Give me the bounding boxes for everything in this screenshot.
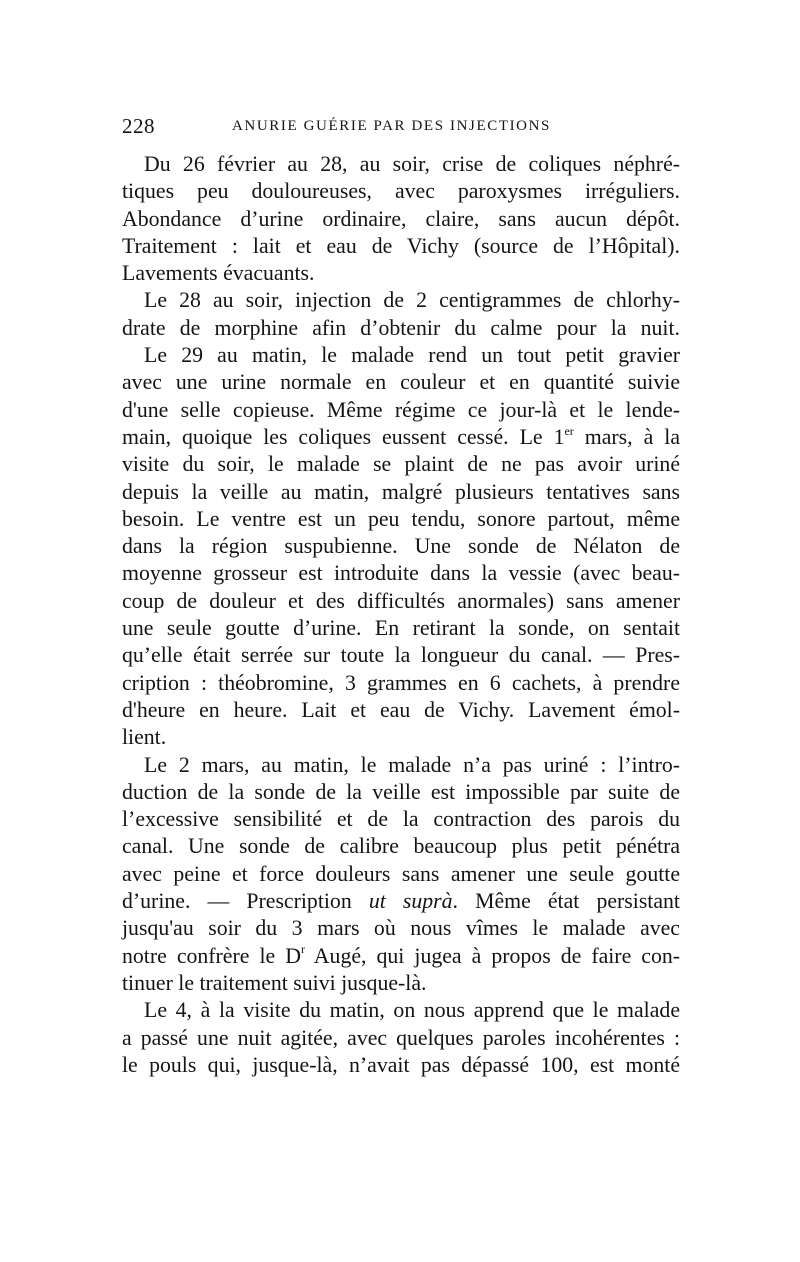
text-line: depuis la veille au matin, malgré plusieurs tentatives sans: [122, 479, 680, 504]
text-line: Lavements évacuants.: [122, 261, 315, 286]
paragraph: [122, 151, 680, 287]
superscript: r: [300, 942, 305, 957]
text-line: visite du soir, le malade se plaint de ne pas avoir uriné: [122, 452, 680, 477]
text-line: a passé une nuit agitée, avec quelques paroles incohérentes :: [122, 1025, 680, 1050]
text-line: moyenne grosseur est introduite dans la vessie (avec beau-: [122, 561, 680, 586]
text-line: drate de morphine afin d’obtenir du calme pour la nuit.: [122, 315, 680, 340]
superscript: er: [564, 423, 574, 438]
text-line: Le 29 au matin, le malade rend un tout petit gravier: [144, 343, 680, 368]
page-header: [122, 114, 682, 144]
text-line: avec peine et force douleurs sans amener une seule goutte: [122, 861, 680, 886]
text-line: une seule goutte d’urine. En retirant la sonde, on sentait: [122, 616, 680, 641]
paragraph: [122, 342, 680, 751]
italic-phrase: ut suprà: [368, 889, 453, 914]
text-line: Abondance d’urine ordinaire, claire, sans aucun dépôt.: [122, 206, 680, 231]
text-line: d'une selle copieuse. Même régime ce jour-là et le lende-: [122, 397, 680, 422]
body-text: [122, 151, 680, 1079]
text-line: Traitement : lait et eau de Vichy (source de l’Hôpital).: [122, 233, 680, 258]
text-line: coup de douleur et des difficultés anormales) sans amener: [122, 588, 680, 613]
running-title: ANURIE GUÉRIE PAR DES INJECTIONS: [232, 118, 551, 134]
text-line: [122, 424, 680, 451]
text-run: mars, à la: [573, 424, 680, 449]
text-line: lient.: [122, 725, 167, 750]
paragraph: [122, 287, 680, 342]
paragraph: [122, 752, 680, 998]
text-line: Le 2 mars, au matin, le malade n’a pas uriné : l’intro-: [144, 752, 680, 777]
text-line: dans la région suspubienne. Une sonde de Nélaton de: [122, 534, 680, 559]
text-line: duction de la sonde de la veille est impossible par suite de: [122, 779, 680, 804]
text-run: notre confrère le D: [122, 943, 301, 968]
text-line: [122, 943, 680, 970]
text-run: d’urine. — Prescription: [122, 889, 369, 914]
text-line: le pouls qui, jusque-là, n’avait pas dépassé 100, est monté: [122, 1052, 680, 1077]
text-run: main, quoique les coliques eussent cessé. Le 1: [122, 424, 565, 449]
text-line: l’excessive sensibilité et de la contraction des parois du: [122, 807, 680, 832]
text-run: Augé, qui jugea à propos de faire con-: [304, 943, 681, 968]
text-run: . Même état persistant: [452, 889, 680, 914]
text-line: avec une urine normale en couleur et en quantité suivie: [122, 370, 680, 395]
text-line: [122, 888, 680, 915]
text-line: tiques peu douloureuses, avec paroxysmes irréguliers.: [122, 179, 680, 204]
text-line: Le 4, à la visite du matin, on nous apprend que le malade: [144, 998, 680, 1023]
paragraph: [122, 997, 680, 1079]
text-line: canal. Une sonde de calibre beaucoup plus petit pénétra: [122, 834, 680, 859]
text-line: cription : théobromine, 3 grammes en 6 cachets, à prendre: [122, 670, 680, 695]
text-line: Le 28 au soir, injection de 2 centigrammes de chlorhy-: [144, 288, 680, 313]
text-line: tinuer le traitement suivi jusque-là.: [122, 970, 427, 995]
text-line: d'heure en heure. Lait et eau de Vichy. Lavement émol-: [122, 697, 680, 722]
page-number: 228: [122, 114, 155, 138]
text-line: besoin. Le ventre est un peu tendu, sonore partout, même: [122, 506, 680, 531]
text-line: Du 26 février au 28, au soir, crise de coliques néphré-: [144, 152, 680, 176]
text-line: jusqu'au soir du 3 mars où nous vîmes le malade avec: [122, 916, 680, 941]
text-line: qu’elle était serrée sur toute la longueur du canal. — Pres-: [122, 643, 680, 668]
